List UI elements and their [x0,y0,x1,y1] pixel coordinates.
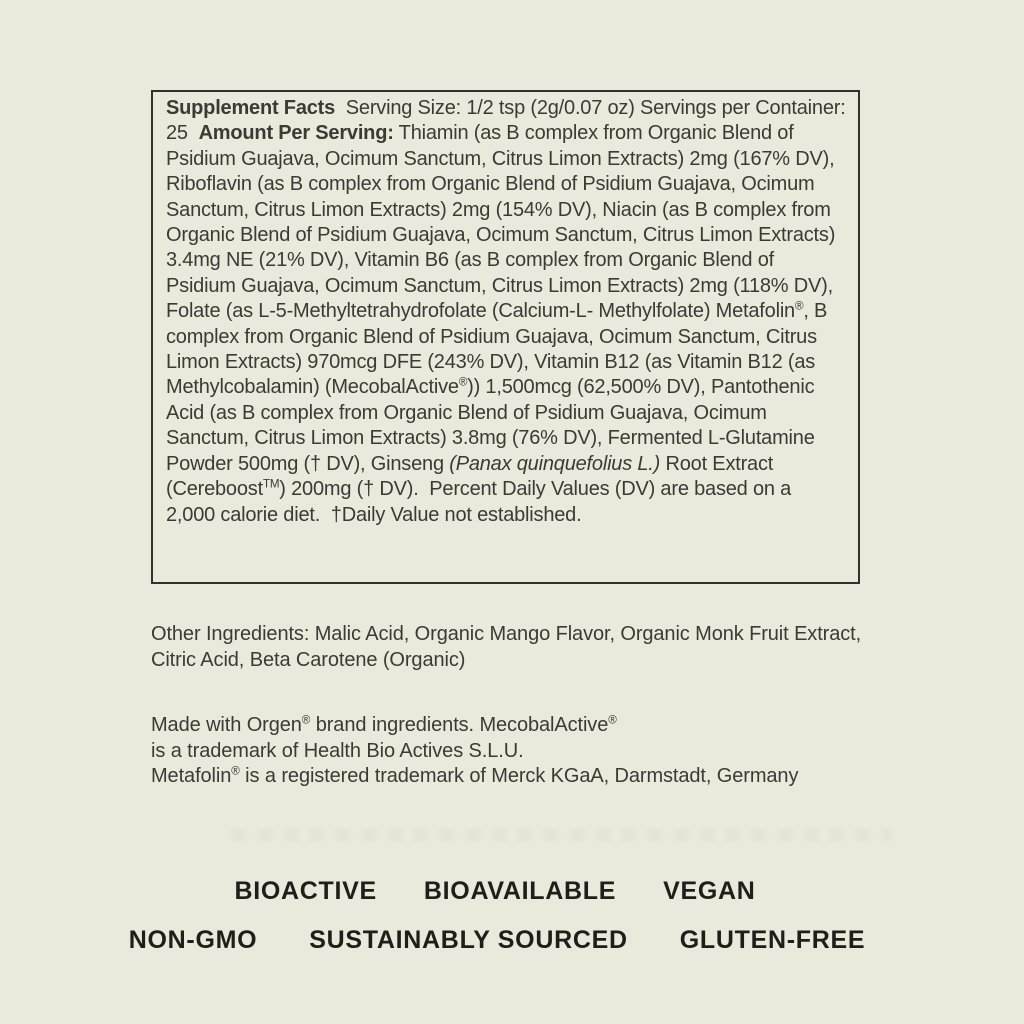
badge-non-gmo: NON-GMO [128,926,258,954]
faded-print-artifact [232,829,892,841]
badge-gluten-free: GLUTEN-FREE [679,926,866,954]
trademark-line-mecobalactive: is a trademark of Health Bio Actives S.L.U. [151,739,524,762]
supplement-facts-text: Supplement Facts Serving Size: 1/2 tsp (2g/0.07 oz) Servings per Container: 25 Amount Per Serving: Thiamin (as B complex from Organic Blend of Psidium Guajava, Ocimum Sanctum, Citrus Limon Extracts) 2mg (167% DV), Riboflavin (as B complex from Organic Blend of Psidium Guajava, Ocimum Sanctum, Citrus Limon Extracts) 2mg (154% DV), Niacin (as B complex from Organic Blend of Psidium Guajava, Ocimum Sanctum, Citrus Limon Extracts) 3.4mg NE (21% DV), Vitamin B6 (as B complex from Organic Blend of Psidium Guajava, Ocimum Sanctum, Citrus Limon Extracts) 2mg (118% DV), Folate (as L-5-Methyltetrahydrofolate (Calcium-L- Methylfolate) Metafolin®, B complex from Organic Blend of Psidium Guajava, Ocimum Sanctum, Citrus Limon Extracts) 970mcg DFE (243% DV), Vitamin B12 (as Vitamin B12 (as Methylcobalamin) (MecobalActive®)) 1,500mcg (62,500% DV), Pantothenic Acid (as B complex from Organic Blend of Psidium Guajava, Ocimum Sanctum, Citrus Limon Extracts) 3.8mg (76% DV), Fermented L-Glutamine Powder 500mg († DV), Ginseng (Panax quinquefolius L.) Root Extract (Cereboost™) 200mg († DV). Percent Daily Values (DV) are based on a 2,000 calorie diet. †Daily Value not established. [166,97,846,526]
badge-bioactive: BIOACTIVE [234,877,377,905]
badge-bioavailable: BIOAVAILABLE [423,877,617,905]
trademark-line-orgen: Made with Orgen® brand ingredients. MecobalActive® [151,713,617,736]
badge-row-top [0,877,1007,906]
trademark-notes [151,713,911,790]
supplement-facts-box [151,90,860,584]
badge-sustainably-sourced: SUSTAINABLY SOURCED [309,926,628,954]
trademark-line-metafolin: Metafolin® is a registered trademark of Merck KGaA, Darmstadt, Germany [151,764,799,788]
other-ingredients-text: Other Ingredients: Malic Acid, Organic Mango Flavor, Organic Monk Fruit Extract, Citric Acid, Beta Carotene (Organic) [151,623,862,671]
badge-vegan: VEGAN [663,877,756,905]
badge-row-bottom [0,926,1009,955]
